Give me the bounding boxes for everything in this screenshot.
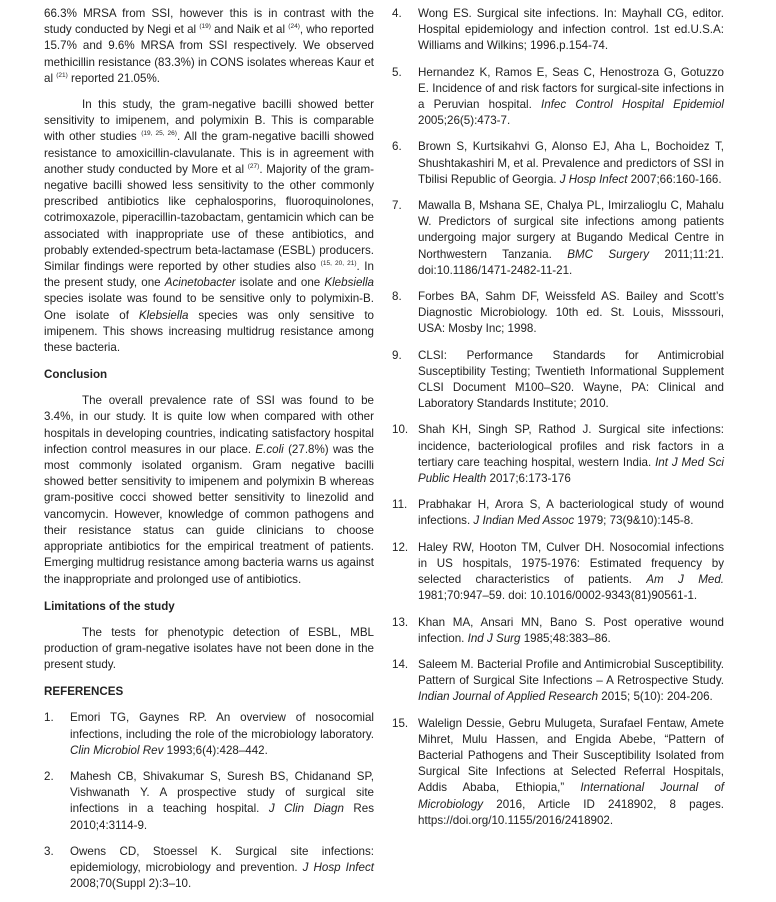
reference-number: 11. (392, 498, 408, 512)
discussion-paragraph-2: In this study, the gram-negative bacilli showed better sensitivity to imipenem, and polymixin B. This is comparable with other studies $^{(19, 25, 26)}$. All the gram-negative bacilli showed resistance to amoxicillin-clavulanate. This is in agreement with another study conducted by More et al $^{(27)}$. Majority of the gram-negative bacilli showed less sensitivity to the other commonly prescribed antibiotics like cephalosporins, fluoroquinolones, cotrimoxazole, piperacillin-tazobactam, gentamicin which can be associated with inappropriate use of these antibiotics, and probably extended-spectrum beta-lactamase (ESBL) producers. Similar findings were reported by other studies also $^{(15, 20, 21)}$. In the present study, one Acinetobacter isolate and one Klebsiella species isolate was found to be sensitive only to polymixin-B. One isolate of Klebsiella species was only sensitive to imipenem. This shows increasing multidrug resistance among these bacteria. (44, 98, 375, 355)
reference-number: 14. (392, 657, 409, 671)
reference-text: Emori TG, Gaynes RP. An overview of nosocomial infections, including the role of the microbiology laboratory. Clin Microbiol Rev 1993;6(4):428–442. (70, 711, 374, 757)
reference-text: Forbes BA, Sahm DF, Weissfeld AS. Bailey and Scott’s Diagnostic Microbiology. 10th ed. St. Louis, Misssouri, USA: Mosby Inc; 1998. (418, 290, 724, 336)
reference-item (44, 769, 374, 834)
reference-number: 6. (392, 140, 402, 154)
reference-item (392, 65, 724, 130)
reference-text: Mahesh CB, Shivakumar S, Suresh BS, Chidanand SP, Vishwanath Y. A prospective study of surgical site infections in a teaching hospital. J Clin Diagn Res 2010;4:3114-9. (70, 769, 375, 832)
reference-text: CLSI: Performance Standards for Antimicrobial Susceptibility Testing; Twentieth Informational Supplement CLSI Document M100–S20. Wayne, PA: Clinical and Laboratory Standards Institute; 2010. (418, 348, 724, 411)
conclusion-heading: Conclusion (44, 368, 108, 382)
reference-number: 7. (392, 199, 402, 213)
reference-item (392, 6, 724, 55)
reference-text: Shah KH, Singh SP, Rathod J. Surgical site infections: incidence, bacteriological profiles and risk factors in a tertiary care teaching hospital, western India. Int J Med Sci Public Health 2017;6:173-176 (418, 423, 724, 486)
reference-text: Mawalla B, Mshana SE, Chalya PL, Imirzalioglu C, Mahalu W. Predictors of surgical site infections among patients undergoing major surgery at Bugando Medical Centre in Northwestern Tanzania. BMC Surgery 2011;11:21. doi:10.1186/1471-2482-11-21. (418, 199, 724, 277)
reference-text: Owens CD, Stoessel K. Surgical site infections: epidemiology, microbiology and prevention. J Hosp Infect 2008;70(Suppl 2):3–10. (70, 844, 374, 891)
reference-item (392, 615, 724, 647)
limitations-heading: Limitations of the study (44, 599, 175, 613)
reference-number: 9. (392, 348, 402, 362)
reference-text: Saleem M. Bacterial Profile and Antimicrobial Susceptibility. Pattern of Surgical Site Infections – A Retrospective Study. Indian Journal of Applied Research 2015; 5(10): 204-206. (418, 657, 724, 704)
reference-number: 12. (392, 540, 409, 554)
reference-list-right (392, 6, 724, 829)
reference-number: 5. (392, 65, 402, 79)
reference-item (392, 422, 724, 487)
reference-item (392, 289, 724, 338)
reference-item (44, 844, 374, 893)
right-column (392, 6, 724, 839)
reference-number: 13. (392, 615, 409, 629)
reference-number: 3. (44, 844, 54, 858)
reference-text: Khan MA, Ansari MN, Bano S. Post operative wound infection. Ind J Surg 1985;48:383–86. (418, 615, 724, 645)
references-heading: REFERENCES (44, 685, 124, 699)
reference-item (392, 139, 724, 188)
reference-number: 10. (392, 423, 409, 437)
reference-number: 15. (392, 716, 409, 730)
reference-number: 1. (44, 711, 54, 725)
reference-text: Hernandez K, Ramos E, Seas C, Henostroza G, Gotuzzo E. Incidence of and risk factors for surgical-site infections in a Peruvian hospital. Infec Control Hospital Epidemiol 2005;26(5):473-7. (418, 65, 724, 128)
reference-item (392, 348, 724, 413)
reference-item (392, 716, 724, 829)
left-column (44, 6, 374, 902)
reference-number: 4. (392, 7, 402, 20)
reference-text: Wong ES. Surgical site infections. In: Mayhall CG, editor. Hospital epidemiology and infection control. 1st ed.U.S.A: Williams and Wilkins; 1996.p.154-74. (418, 7, 724, 53)
reference-text: Haley RW, Hooton TM, Culver DH. Nosocomial infections in US hospitals, 1975-1976: Estimated frequency by selected characteristics of patients. Am J Med. 1981;70:947–59. doi: 10.1016/0002-9343(81)90561-1. (418, 540, 724, 603)
reference-number: 8. (392, 290, 402, 304)
limitations-paragraph: The tests for phenotypic detection of ESBL, MBL production of gram-negative isolates have not been done in the present study. (44, 625, 374, 672)
reference-item (392, 497, 724, 529)
reference-item (392, 540, 724, 605)
discussion-paragraph-1: 66.3% MRSA from SSI, however this is in contrast with the study conducted by Negi et al $^{(19)}$ and Naik et al $^{(24)}$, who reported 15.7% and 9.6% MRSA from SSI respectively. We observed methicillin resistance (83.3%) in CONS isolates whereas Kaur et al $^{(21)}$ reported 21.05%. (44, 7, 374, 85)
reference-text: Walelign Dessie, Gebru Mulugeta, Surafael Fentaw, Amete Mihret, Mulu Hassen, and Engida Abebe, “Pattern of Bacterial Pathogens and Their Susceptibility Isolated from Surgical Site Infections at Selected Referral Hospitals, Addis Ababa, Ethiopia,” International Journal of Microbiology 2016, Article ID 2418902, 8 pages. https://doi.org/10.1155/2016/2418902. (418, 716, 724, 827)
reference-text: Brown S, Kurtsikahvi G, Alonso EJ, Aha L, Bochoidez T, Shushtakashiri M, et al. Prevalence and predictors of SSI in Tbilisi Republic of Georgia. J Hosp Infect 2007;66:160-166. (418, 140, 724, 186)
reference-number: 2. (44, 769, 54, 783)
reference-list-left (44, 710, 374, 892)
reference-item (392, 657, 724, 706)
reference-item (44, 710, 374, 759)
reference-item (392, 198, 724, 279)
reference-text: Prabhakar H, Arora S, A bacteriological study of wound infections. J Indian Med Assoc 1979; 73(9&10):145-8. (418, 498, 724, 528)
conclusion-paragraph: The overall prevalence rate of SSI was found to be 3.4%, in our study. It is quite low when compared with other hospitals in developing countries, indicating satisfactory hospital infection control measures in our place. E.coli (27.8%) was the most commonly isolated organism. Gram negative bacilli showed better sensitivity to imipenem and polymixin B whereas gram-positive cocci showed better sensitivity to linezolid and vancomycin. However, knowledge of common pathogens and their resistance status can guide clinicians to choose appropriate antibiotics for the empirical treatment of patients. Emerging multidrug resistance among bacteria warns us against the inappropriate and prolonged use of antibiotics. (44, 394, 374, 586)
